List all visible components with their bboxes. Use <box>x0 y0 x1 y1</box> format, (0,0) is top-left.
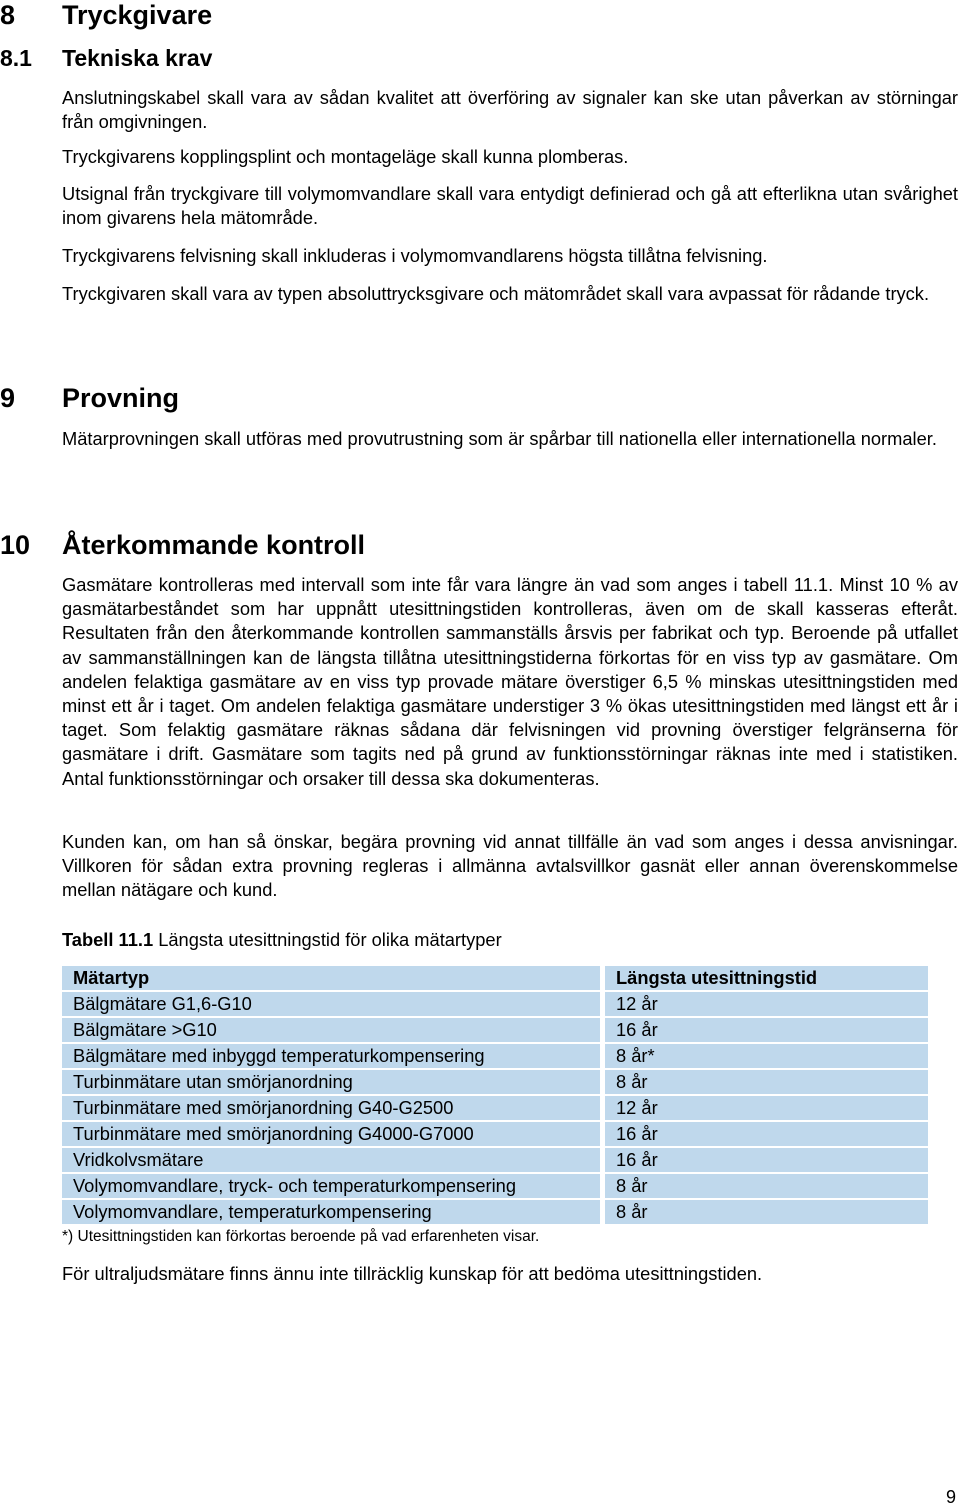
closing-paragraph: För ultraljudsmätare finns ännu inte tillräcklig kunskap för att bedöma utesittningstiden. <box>62 1263 763 1284</box>
table-cell: Turbinmätare med smörjanordning G4000-G7000 <box>62 1121 600 1147</box>
table-cell: Volymomvandlare, tryck- och temperaturkompensering <box>62 1173 600 1199</box>
table-row <box>62 1173 928 1199</box>
table-row <box>62 991 928 1017</box>
table-cell: 12 år <box>605 1095 928 1121</box>
section-title: Tekniska krav <box>62 45 213 71</box>
table-cell: 8 år <box>605 1173 928 1199</box>
section-number: 8.1 <box>0 45 32 71</box>
table-caption-text: Längsta utesittningstid för olika mätartyper <box>153 929 502 950</box>
table-cell: Volymomvandlare, temperaturkompensering <box>62 1199 600 1225</box>
table-row <box>62 1043 928 1069</box>
section-number: 9 <box>0 383 16 413</box>
table-row <box>62 1017 928 1043</box>
table-cell: 16 år <box>605 1147 928 1173</box>
table-row <box>62 1121 928 1147</box>
table-row <box>62 1095 928 1121</box>
table-caption <box>62 928 502 952</box>
section-10-heading <box>0 530 365 560</box>
table-header-row <box>62 965 928 991</box>
page-number: 9 <box>946 1487 957 1507</box>
table-cell: Bälgmätare med inbyggd temperaturkompensering <box>62 1043 600 1069</box>
section-9-heading <box>0 383 179 413</box>
paragraph: Utsignal från tryckgivare till volymomvandlare skall vara entydigt definierad och gå att efterlikna utan svårighet inom givarens hela mätområde. <box>62 183 958 229</box>
paragraph: Kunden kan, om han så önskar, begära provning vid annat tillfälle än vad som anges i dessa anvisningar. Villkoren för sådan extra provning regleras i allmänna avtalsvillkor gasnät eller annan överenskommelse mellan nätägare och kund. <box>62 831 958 901</box>
table-row <box>62 1069 928 1095</box>
table <box>62 965 928 1225</box>
section-8-heading <box>0 0 212 30</box>
table-cell: 16 år <box>605 1121 928 1147</box>
paragraph: Tryckgivarens felvisning skall inkluderas i volymomvandlarens högsta tillåtna felvisning. <box>62 245 768 266</box>
section-title: Provning <box>62 383 180 413</box>
table-row <box>62 1147 928 1173</box>
section-number: 8 <box>0 0 16 30</box>
paragraph: Gasmätare kontrolleras med intervall som inte får vara längre än vad som anges i tabell 11.1. Minst 10 % av gasmätarbeståndet som har uppnått utesittningstiden kontrolleras, även om de skall kasseras efteråt. Resultaten från den återkommande kontrollen sammanställs årsvis per fabrikat och typ. Beroende på utfallet av sammanställningen kan de längsta tillåtna utesittningstiderna förkortas för en viss typ av gasmätare. Om andelen felaktiga gasmätare av en viss typ provade mätare överstiger 6,5 % minskas utesittningstiden med minst ett år i taget. Om andelen felaktiga gasmätare understiger 3 % ökas utesittningstiden med längst ett år i taget. Som felaktig gasmätare räknas sådana där felvisningen vid provning överstiger felgränserna för gasmätare i drift. Gasmätare som tagits ned på grund av funktionsstörningar räknas inte med i statistiken. Antal funktionsstörningar och orsaker till dessa ska dokumenteras. <box>62 574 958 789</box>
table-cell: Bälgmätare G1,6-G10 <box>62 991 600 1017</box>
table-cell: Turbinmätare utan smörjanordning <box>62 1069 600 1095</box>
table-cell: 8 år <box>605 1199 928 1225</box>
table-row <box>62 1199 928 1225</box>
table-cell: 8 år <box>605 1069 928 1095</box>
section-title: Tryckgivare <box>62 0 213 30</box>
table-header-cell: Mätartyp <box>62 965 600 991</box>
table-caption-label: Tabell 11.1 <box>62 929 154 950</box>
table-footnote: *) Utesittningstiden kan förkortas beroende på vad erfarenheten visar. <box>62 1228 540 1245</box>
table-cell: Bälgmätare >G10 <box>62 1017 600 1043</box>
table-header-cell: Längsta utesittningstid <box>605 965 928 991</box>
table-cell: Turbinmätare med smörjanordning G40-G2500 <box>62 1095 600 1121</box>
paragraph: Mätarprovningen skall utföras med provutrustning som är spårbar till nationella eller internationella normaler. <box>62 428 937 449</box>
table-cell: 16 år <box>605 1017 928 1043</box>
table-cell: 12 år <box>605 991 928 1017</box>
table-cell: Vridkolvsmätare <box>62 1147 600 1173</box>
section-number: 10 <box>0 530 31 560</box>
paragraph: Tryckgivarens kopplingsplint och montageläge skall kunna plomberas. <box>62 146 629 167</box>
section-8-1-heading <box>0 45 212 71</box>
paragraph: Anslutningskabel skall vara av sådan kvalitet att överföring av signaler kan ske utan påverkan av störningar från omgivningen. <box>62 87 958 133</box>
table-cell: 8 år* <box>605 1043 928 1069</box>
paragraph: Tryckgivaren skall vara av typen absoluttrycksgivare och mätområdet skall vara avpassat för rådande tryck. <box>62 283 930 304</box>
section-title: Återkommande kontroll <box>62 530 366 560</box>
